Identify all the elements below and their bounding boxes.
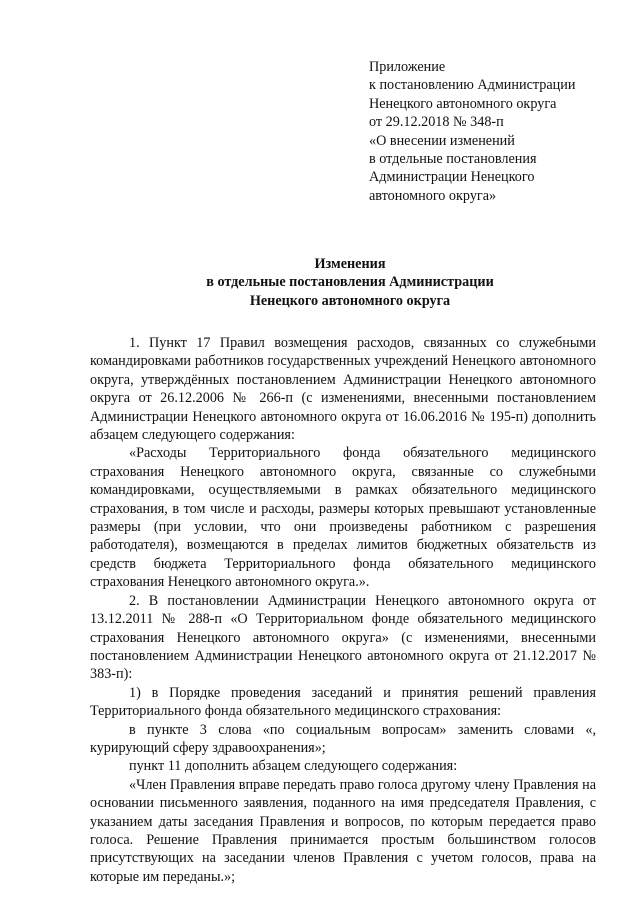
appendix-line: автономного округа» <box>369 187 497 204</box>
document-title <box>90 255 610 310</box>
appendix-line: от 29.12.2018 № 348-п <box>369 114 504 131</box>
appendix-line: в отдельные постановления <box>369 151 537 168</box>
paragraph: «Член Правления вправе передать право голоса другому члену Правления на основании письменного заявления, поданного на имя председателя Правления, с указанием даты заседания Правления и вопросов, по которым передается право голоса. Решение Правления принимается простым большинством голосов присутствующих на заседании членов Правления с учетом голосов, права на которые им переданы.»; <box>90 776 596 885</box>
paragraph: 1. Пункт 17 Правил возмещения расходов, связанных со служебными командировками работников государственных учреждений Ненецкого автономного округа, утверждённых постановлением Администрации Ненецкого автономного округа от 26.12.2006 № 266-п (с изменениями, внесенными постановлением Администрации Ненецкого автономного округа от 16.06.2016 № 195-п) дополнить абзацем следующего содержания: <box>90 335 596 444</box>
appendix-line: Ненецкого автономного округа <box>369 95 557 112</box>
appendix-line: к постановлению Администрации <box>369 77 576 94</box>
paragraph: 1) в Порядке проведения заседаний и принятия решений правления Территориального фонда обязательного медицинского страхования: <box>90 684 596 720</box>
appendix-line: Администрации Ненецкого <box>369 169 535 186</box>
title-line: Изменения <box>314 256 386 272</box>
paragraph: 2. В постановлении Администрации Ненецкого автономного округа от 13.12.2011 № 288-п «О Территориальном фонде обязательного медицинского страхования Ненецкого автономного округа» (с изменениями, внесенными постановлением Администрации Ненецкого автономного округа от 21.12.2017 № 383-п): <box>90 592 596 683</box>
paragraph: «Расходы Территориального фонда обязательного медицинского страхования Ненецкого автономного округа, связанные со служебными командировками, осуществляемыми в рамках обязательного медицинского страхования, в том числе и расходы, размеры которых превышают установленные размеры (при условии, что они произведены работником с разрешения работодателя), возмещаются в пределах лимитов бюджетных обязательств из средств бюджета Территориального фонда обязательного медицинского страхования Ненецкого автономного округа.». <box>90 445 596 591</box>
paragraph: пункт 11 дополнить абзацем следующего содержания: <box>129 758 458 775</box>
title-line: в отдельные постановления Администрации <box>206 274 494 291</box>
document-body <box>90 334 596 886</box>
title-line: Ненецкого автономного округа <box>249 292 451 309</box>
paragraph: в пункте 3 слова «по социальным вопросам» заменить словами «, курирующий сферу здравоохранения»; <box>90 721 596 756</box>
appendix-block <box>369 58 629 205</box>
appendix-line: «О внесении изменений <box>369 132 515 149</box>
appendix-line: Приложение <box>369 59 446 75</box>
